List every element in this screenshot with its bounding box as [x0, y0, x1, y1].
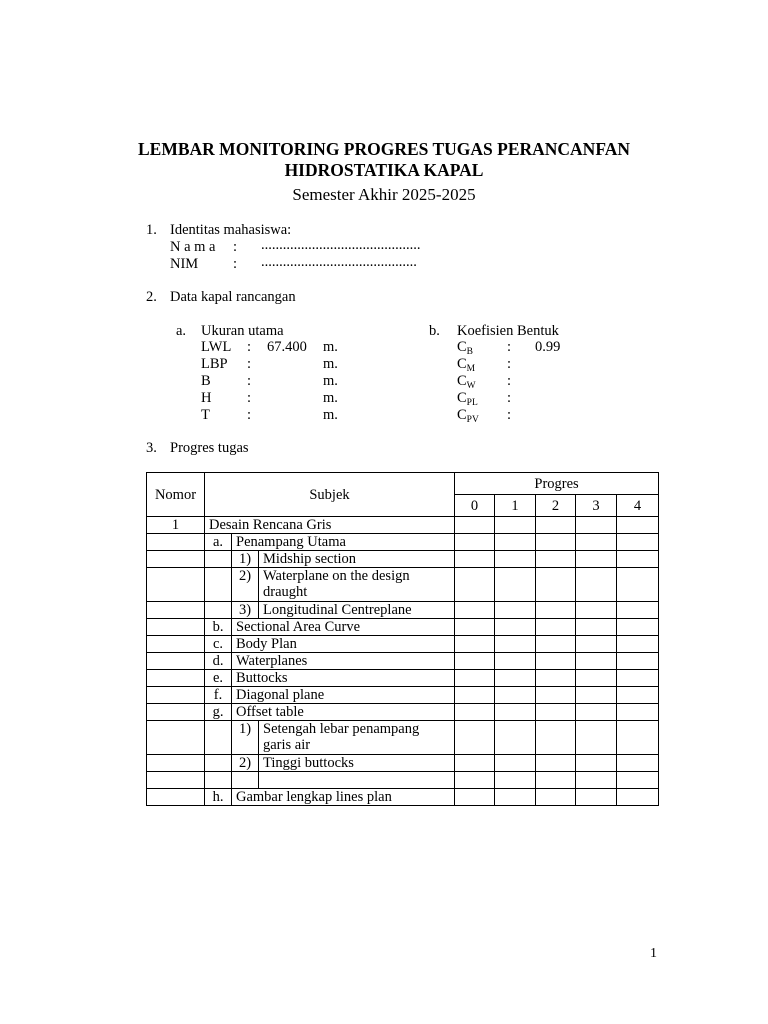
subitem-number: 3)	[232, 602, 259, 619]
progress-cell[interactable]	[536, 534, 576, 551]
dimension-colon: :	[247, 373, 252, 389]
progress-cell[interactable]	[495, 602, 536, 619]
table-row	[147, 653, 659, 670]
progress-cell[interactable]	[455, 653, 495, 670]
coef-label-cw: $C_W$	[457, 373, 476, 391]
coef-label-cpl: $C_{PL}$	[457, 390, 478, 408]
progress-cell[interactable]	[455, 517, 495, 534]
progress-cell[interactable]	[536, 636, 576, 653]
progress-cell[interactable]	[536, 687, 576, 704]
item-letter: h.	[205, 789, 232, 806]
progress-cell[interactable]	[536, 721, 576, 755]
coef-colon: :	[507, 339, 512, 355]
table-row	[147, 568, 659, 602]
subitem-number: 1)	[232, 551, 259, 568]
dimension-label-t: T	[201, 407, 210, 423]
progress-cell[interactable]	[576, 789, 617, 806]
dimension-colon: :	[247, 407, 252, 423]
dimension-unit: m.	[323, 339, 338, 355]
header-nomor: Nomor	[147, 473, 205, 517]
dimension-colon: :	[247, 356, 252, 372]
progress-cell[interactable]	[617, 772, 659, 789]
row-subject: Desain Rencana Gris	[205, 517, 455, 534]
progress-cell[interactable]	[495, 789, 536, 806]
progress-cell[interactable]	[495, 772, 536, 789]
progress-cell[interactable]	[495, 534, 536, 551]
progress-cell[interactable]	[576, 551, 617, 568]
document-title	[0, 139, 768, 181]
progress-cell[interactable]	[576, 687, 617, 704]
progress-cell[interactable]	[536, 551, 576, 568]
progress-cell[interactable]	[455, 619, 495, 636]
section-2-heading: Data kapal rancangan	[170, 289, 296, 305]
progress-cell[interactable]	[455, 772, 495, 789]
progress-cell[interactable]	[536, 653, 576, 670]
progress-cell[interactable]	[617, 636, 659, 653]
progress-cell[interactable]	[495, 653, 536, 670]
item-text: Buttocks	[232, 670, 455, 687]
progress-cell[interactable]	[536, 619, 576, 636]
table-row	[147, 704, 659, 721]
dimension-colon: :	[247, 390, 252, 406]
dimension-unit: m.	[323, 407, 338, 423]
page-number: 1	[650, 946, 657, 961]
progress-cell[interactable]	[576, 517, 617, 534]
item-text: Offset table	[232, 704, 455, 721]
ukuran-heading: Ukuran utama	[201, 323, 284, 339]
level-0: 0	[455, 495, 495, 517]
progress-cell[interactable]	[576, 602, 617, 619]
subitem-text: Longitudinal Centreplane	[259, 602, 455, 619]
item-letter: g.	[205, 704, 232, 721]
title-line-1: LEMBAR MONITORING PROGRES TUGAS PERANCANFAN	[138, 139, 630, 159]
progress-cell[interactable]	[617, 653, 659, 670]
table-row	[147, 755, 659, 772]
nim-label: NIM	[170, 256, 199, 272]
item-text: Gambar lengkap lines plan	[232, 789, 455, 806]
progress-cell[interactable]	[455, 636, 495, 653]
table-row	[147, 687, 659, 704]
section-3-heading: Progres tugas	[170, 440, 249, 456]
table-row	[147, 517, 659, 534]
nim-field[interactable]: ...........................................	[261, 254, 417, 270]
progress-cell[interactable]	[617, 755, 659, 772]
coef-colon: :	[507, 373, 512, 389]
level-4: 4	[617, 495, 659, 517]
progress-cell[interactable]	[576, 670, 617, 687]
table-row	[147, 602, 659, 619]
item-text: Waterplanes	[232, 653, 455, 670]
progress-cell[interactable]	[495, 687, 536, 704]
progress-cell[interactable]	[495, 721, 536, 755]
progress-cell[interactable]	[617, 687, 659, 704]
dimension-colon: :	[247, 339, 252, 355]
progress-cell[interactable]	[455, 568, 495, 602]
progress-cell[interactable]	[576, 653, 617, 670]
progress-cell[interactable]	[576, 704, 617, 721]
progress-cell[interactable]	[455, 602, 495, 619]
subitem-text: Setengah lebar penampang garis air	[259, 721, 455, 755]
progress-cell[interactable]	[617, 704, 659, 721]
progress-cell[interactable]	[536, 602, 576, 619]
header-subjek: Subjek	[205, 473, 455, 517]
item-text: Sectional Area Curve	[232, 619, 455, 636]
subitem-number: 2)	[232, 755, 259, 772]
title-line-2: HIDROSTATIKA KAPAL	[284, 160, 484, 180]
item-letter: e.	[205, 670, 232, 687]
table-row-empty	[147, 772, 659, 789]
progress-cell[interactable]	[495, 568, 536, 602]
nama-label: N a m a	[170, 239, 216, 255]
row-number: 1	[147, 517, 205, 534]
progress-cell[interactable]	[536, 772, 576, 789]
table-header-row	[147, 473, 659, 495]
nama-field[interactable]: ............................................	[261, 237, 421, 253]
header-progres: Progres	[455, 473, 659, 495]
nama-colon: :	[233, 239, 238, 255]
progress-cell[interactable]	[576, 619, 617, 636]
progress-cell[interactable]	[455, 670, 495, 687]
progress-cell[interactable]	[576, 568, 617, 602]
level-1: 1	[495, 495, 536, 517]
progress-cell[interactable]	[617, 551, 659, 568]
progress-cell[interactable]	[495, 636, 536, 653]
progress-cell[interactable]	[455, 687, 495, 704]
progress-cell[interactable]	[536, 568, 576, 602]
progress-cell[interactable]	[617, 534, 659, 551]
item-letter: d.	[205, 653, 232, 670]
progress-cell[interactable]	[617, 670, 659, 687]
progress-cell[interactable]	[536, 704, 576, 721]
progress-cell[interactable]	[495, 551, 536, 568]
table-row	[147, 721, 659, 755]
progress-cell[interactable]	[617, 602, 659, 619]
progress-cell[interactable]	[617, 619, 659, 636]
subitem-text: Midship section	[259, 551, 455, 568]
progress-cell[interactable]	[495, 517, 536, 534]
coef-colon: :	[507, 390, 512, 406]
progress-cell[interactable]	[536, 789, 576, 806]
progress-cell[interactable]	[576, 721, 617, 755]
section-1-number: 1.	[146, 222, 157, 238]
progress-cell[interactable]	[455, 704, 495, 721]
item-letter: f.	[205, 687, 232, 704]
dimension-label-lwl: LWL	[201, 339, 232, 355]
subitem-number: 2)	[232, 568, 259, 602]
semester-subtitle: Semester Akhir 2025-2025	[292, 185, 476, 204]
nim-colon: :	[233, 256, 238, 272]
progress-cell[interactable]	[536, 670, 576, 687]
progress-cell[interactable]	[617, 721, 659, 755]
dimension-label-b: B	[201, 373, 211, 389]
item-text: Body Plan	[232, 636, 455, 653]
item-text: Penampang Utama	[232, 534, 455, 551]
progress-cell[interactable]	[455, 789, 495, 806]
level-2: 2	[536, 495, 576, 517]
progress-cell[interactable]	[495, 755, 536, 772]
table-row	[147, 789, 659, 806]
section-3-number: 3.	[146, 440, 157, 456]
table-row	[147, 636, 659, 653]
progress-cell[interactable]	[455, 721, 495, 755]
subitem-text: Tinggi buttocks	[259, 755, 455, 772]
table-row	[147, 619, 659, 636]
dimension-unit: m.	[323, 356, 338, 372]
coef-colon: :	[507, 407, 512, 423]
dimension-label-h: H	[201, 390, 212, 406]
item-text: Diagonal plane	[232, 687, 455, 704]
progress-table	[146, 472, 659, 806]
item-letter: a.	[205, 534, 232, 551]
progress-cell[interactable]	[536, 517, 576, 534]
section-2-number: 2.	[146, 289, 157, 305]
progress-cell[interactable]	[536, 755, 576, 772]
item-letter: c.	[205, 636, 232, 653]
dimension-value-lwl: 67.400	[267, 339, 307, 355]
dimension-unit: m.	[323, 373, 338, 389]
coef-label-cpv: $C_{PV}$	[457, 407, 479, 425]
level-3: 3	[576, 495, 617, 517]
ukuran-letter: a.	[176, 323, 187, 339]
progress-cell[interactable]	[617, 789, 659, 806]
koefisien-heading: Koefisien Bentuk	[457, 323, 559, 339]
progress-cell[interactable]	[495, 704, 536, 721]
progress-cell[interactable]	[617, 568, 659, 602]
progress-cell[interactable]	[576, 636, 617, 653]
dimension-unit: m.	[323, 390, 338, 406]
item-letter: b.	[205, 619, 232, 636]
coef-colon: :	[507, 356, 512, 372]
koefisien-letter: b.	[429, 323, 440, 339]
subitem-text: Waterplane on the design draught	[259, 568, 455, 602]
progress-cell[interactable]	[617, 517, 659, 534]
subitem-number: 1)	[232, 721, 259, 755]
coef-value-cb: 0.99	[535, 339, 561, 355]
dimension-label-lbp: LBP	[201, 356, 228, 372]
progress-cell[interactable]	[495, 619, 536, 636]
progress-cell[interactable]	[576, 534, 617, 551]
progress-cell[interactable]	[576, 772, 617, 789]
section-1-heading: Identitas mahasiswa:	[170, 222, 292, 238]
progress-cell[interactable]	[455, 534, 495, 551]
progress-cell[interactable]	[495, 670, 536, 687]
coef-label-cb: $C_B$	[457, 339, 474, 357]
table-row	[147, 551, 659, 568]
progress-cell[interactable]	[455, 551, 495, 568]
progress-cell[interactable]	[455, 755, 495, 772]
table-row	[147, 670, 659, 687]
progress-cell[interactable]	[576, 755, 617, 772]
coef-label-cm: $C_M$	[457, 356, 476, 374]
table-row	[147, 534, 659, 551]
